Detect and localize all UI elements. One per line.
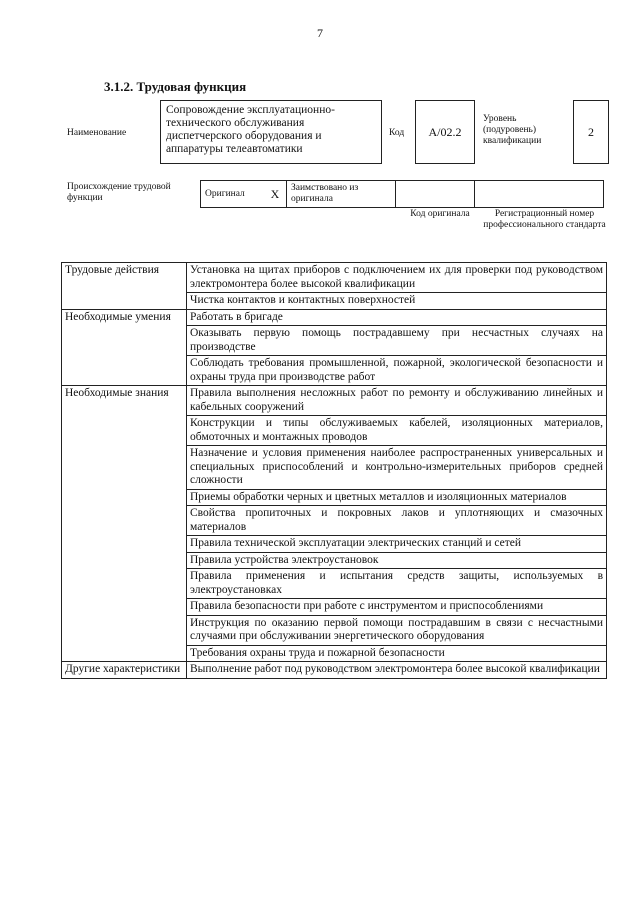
name-label: Наименование bbox=[67, 128, 127, 138]
original-code-cell bbox=[396, 181, 475, 208]
item-cell: Работать в бригаде bbox=[187, 309, 607, 326]
item-cell: Правила устройства электроустановок bbox=[187, 552, 607, 569]
item-cell: Назначение и условия применения наиболее распространенных универсальных и специальных приспособлений и контрольно-измерительных приборов средней сложности bbox=[187, 446, 607, 490]
category-cell: Трудовые действия bbox=[62, 263, 187, 310]
reg-number-caption: Регистрационный номер профессионального стандарта bbox=[483, 209, 606, 230]
item-cell: Оказывать первую помощь пострадавшему при несчастных случаях на производстве bbox=[187, 326, 607, 356]
table-row bbox=[62, 386, 607, 416]
item-cell: Инструкция по оказанию первой помощи пострадавшим в связи с несчастными случаями при обслуживании энергетического оборудования bbox=[187, 615, 607, 645]
item-cell: Конструкции и типы обслуживаемых кабелей, изоляционных материалов, обмоточных и монтажных проводов bbox=[187, 416, 607, 446]
item-cell: Выполнение работ под руководством электромонтера более высокой квалификации bbox=[187, 662, 607, 679]
original-code-caption: Код оригинала bbox=[410, 209, 470, 219]
table-row bbox=[62, 263, 607, 293]
table-row bbox=[62, 662, 607, 679]
category-cell: Другие характеристики bbox=[62, 662, 187, 679]
item-cell: Требования охраны труда и пожарной безопасности bbox=[187, 645, 607, 662]
code-label: Код bbox=[389, 128, 405, 138]
category-cell: Необходимые знания bbox=[62, 386, 187, 662]
item-cell: Правила применения и испытания средств защиты, используемых в электроустановках bbox=[187, 569, 607, 599]
item-cell: Установка на щитах приборов с подключением их для проверки под руководством электромонтера более высокой квалификации bbox=[187, 263, 607, 293]
section-title: 3.1.2. Трудовая функция bbox=[104, 79, 247, 94]
item-cell: Правила безопасности при работе с инструментом и приспособлениями bbox=[187, 599, 607, 616]
category-cell: Необходимые умения bbox=[62, 309, 187, 386]
origin-label: Происхождение трудовой функции bbox=[67, 182, 171, 203]
borrowed-label: Заимствовано из оригинала bbox=[287, 181, 396, 208]
item-cell: Свойства пропиточных и покровных лаков и уплотняющих и смазочных материалов bbox=[187, 506, 607, 536]
original-mark: X bbox=[264, 181, 287, 208]
page-number: 7 bbox=[317, 26, 323, 40]
item-cell: Чистка контактов и контактных поверхностей bbox=[187, 293, 607, 310]
item-cell: Правила технической эксплуатации электрических станций и сетей bbox=[187, 536, 607, 553]
item-cell: Приемы обработки черных и цветных металлов и изоляционных материалов bbox=[187, 489, 607, 506]
reg-number-cell bbox=[475, 181, 604, 208]
table-row bbox=[62, 309, 607, 326]
function-details-table bbox=[61, 262, 607, 679]
item-cell: Соблюдать требования промышленной, пожарной, экологической безопасности и охраны труда при производстве работ bbox=[187, 356, 607, 386]
item-cell: Правила выполнения несложных работ по ремонту и обслуживанию линейных и кабельных сооружений bbox=[187, 386, 607, 416]
level-label: Уровень (подуровень) квалификации bbox=[483, 114, 542, 146]
original-label: Оригинал bbox=[201, 181, 265, 208]
code-value-box: A/02.2 bbox=[415, 100, 475, 164]
origin-table bbox=[200, 180, 604, 208]
level-value-box: 2 bbox=[573, 100, 609, 164]
function-name-box: Сопровождение эксплуатационно-технического обслуживания диспетчерского оборудования и аппаратуры телеавтоматики bbox=[160, 100, 382, 164]
